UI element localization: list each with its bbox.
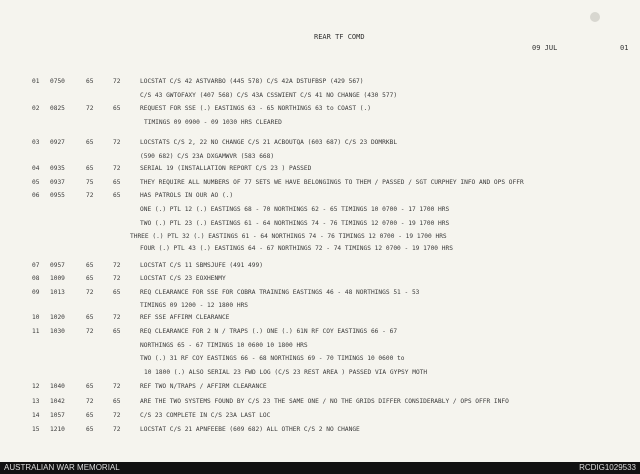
entry-text: HAS PATROLS IN OUR AO (.) — [140, 192, 234, 199]
log-entry-continuation — [0, 206, 640, 215]
entry-time: 1009 — [50, 275, 65, 282]
entry-text: LOCSTATS C/S 2, 22 NO CHANGE C/S 21 ACBOUTQA (603 687) C/S 23 DOMRKBL — [140, 139, 398, 146]
entry-time: 0750 — [50, 78, 65, 85]
entry-time: 0927 — [50, 139, 65, 146]
entry-text: THREE (.) PTL 32 (.) EASTINGS 61 - 64 NORTHINGS 74 - 76 TIMINGS 12 0700 - 19 1700 HRS — [130, 233, 447, 240]
serial-number: 12 — [32, 383, 40, 390]
log-entry-continuation — [0, 302, 640, 311]
document-title: REAR TF COMD — [314, 33, 365, 41]
from-station: 72 — [86, 289, 94, 296]
entry-text: LOCSTAT C/S 11 SBMSJUFE (491 499) — [140, 262, 263, 269]
log-entry — [0, 398, 640, 407]
log-entry — [0, 383, 640, 392]
log-entry-continuation — [0, 233, 640, 242]
log-entry — [0, 275, 640, 284]
log-entry-continuation — [0, 153, 640, 162]
serial-number: 14 — [32, 412, 40, 419]
entry-time: 0935 — [50, 165, 65, 172]
serial-number: 11 — [32, 328, 40, 335]
to-station: 72 — [113, 78, 121, 85]
page-number: 01 — [620, 44, 629, 52]
entry-time: 1057 — [50, 412, 65, 419]
entry-text: LOCSTAT C/S 42 ASTVARBO (445 578) C/S 42A DSTUFBSP (429 567) — [140, 78, 364, 85]
entry-time: 1210 — [50, 426, 65, 433]
log-entry-continuation — [0, 355, 640, 364]
to-station: 65 — [113, 398, 121, 405]
to-station: 65 — [113, 105, 121, 112]
serial-number: 15 — [32, 426, 40, 433]
to-station: 72 — [113, 165, 121, 172]
entry-text: LOCSTAT C/S 23 EOXHENMY — [140, 275, 226, 282]
entry-text: TIMINGS 09 0900 - 09 1030 HRS CLEARED — [144, 119, 282, 126]
to-station: 72 — [113, 275, 121, 282]
entry-text: FOUR (.) PTL 43 (.) EASTINGS 64 - 67 NORTHINGS 72 - 74 TIMINGS 12 0700 - 19 1700 HRS — [140, 245, 453, 252]
log-entry-continuation — [0, 220, 640, 229]
from-station: 65 — [86, 314, 94, 321]
log-entry-continuation — [0, 119, 640, 128]
from-station: 72 — [86, 398, 94, 405]
entry-time: 0937 — [50, 179, 65, 186]
to-station: 72 — [113, 412, 121, 419]
to-station: 65 — [113, 328, 121, 335]
serial-number: 01 — [32, 78, 40, 85]
punch-hole — [590, 12, 600, 22]
from-station: 65 — [86, 412, 94, 419]
entry-text: (590 682) C/S 23A DXGAMWVR (583 668) — [140, 153, 275, 160]
log-entry — [0, 289, 640, 298]
entry-time: 0957 — [50, 262, 65, 269]
to-station: 65 — [113, 179, 121, 186]
entry-text: TWO (.) 31 RF COY EASTINGS 66 - 68 NORTHINGS 69 - 70 TIMINGS 10 0600 to — [140, 355, 405, 362]
log-entry-continuation — [0, 342, 640, 351]
log-entry — [0, 328, 640, 337]
serial-number: 06 — [32, 192, 40, 199]
log-entry — [0, 262, 640, 271]
from-station: 65 — [86, 139, 94, 146]
archive-name: AUSTRALIAN WAR MEMORIAL — [4, 463, 120, 472]
entry-text: C/S 23 COMPLETE IN C/S 23A LAST LOC — [140, 412, 271, 419]
log-entry — [0, 314, 640, 323]
archive-footer — [0, 462, 640, 474]
from-station: 65 — [86, 426, 94, 433]
to-station: 72 — [113, 383, 121, 390]
from-station: 72 — [86, 192, 94, 199]
entry-text: 10 1800 (.) ALSO SERIAL 23 FWD LOG (C/S 23 REST AREA ) PASSED VIA GYPSY MOTH — [144, 369, 428, 376]
entry-text: REQ CLEARANCE FOR 2 N / TRAPS (.) ONE (.) 61N RF COY EASTINGS 66 - 67 — [140, 328, 398, 335]
entry-text: SERIAL 19 (INSTALLATION REPORT C/S 23 ) PASSED — [140, 165, 312, 172]
log-entry-continuation — [0, 245, 640, 254]
log-entry — [0, 426, 640, 435]
entry-time: 1042 — [50, 398, 65, 405]
entry-text: REF SSE AFFIRM CLEARANCE — [140, 314, 230, 321]
log-entry-continuation — [0, 369, 640, 378]
entry-text: C/S 43 GWTOFAXY (407 568) C/S 43A CSSWIENT C/S 41 NO CHANGE (430 577) — [140, 92, 398, 99]
serial-number: 09 — [32, 289, 40, 296]
to-station: 72 — [113, 139, 121, 146]
entry-time: 1020 — [50, 314, 65, 321]
entry-time: 0825 — [50, 105, 65, 112]
log-entry — [0, 105, 640, 114]
from-station: 72 — [86, 105, 94, 112]
to-station: 65 — [113, 192, 121, 199]
from-station: 65 — [86, 383, 94, 390]
from-station: 72 — [86, 328, 94, 335]
entry-time: 1040 — [50, 383, 65, 390]
serial-number: 13 — [32, 398, 40, 405]
serial-number: 05 — [32, 179, 40, 186]
entry-text: ARE THE TWO SYSTEMS FOUND BY C/S 23 THE SAME ONE / NO THE GRIDS DIFFER CONSIDERABLY / OPS OFFR INFO — [140, 398, 509, 405]
log-entry — [0, 139, 640, 148]
log-entry — [0, 78, 640, 87]
entry-text: REF TWO N/TRAPS / AFFIRM CLEARANCE — [140, 383, 267, 390]
serial-number: 02 — [32, 105, 40, 112]
from-station: 65 — [86, 262, 94, 269]
entry-text: ONE (.) PTL 12 (.) EASTINGS 68 - 70 NORTHINGS 62 - 65 TIMINGS 10 0700 - 17 1700 HRS — [140, 206, 450, 213]
entry-text: NORTHINGS 65 - 67 TIMINGS 10 0600 10 1800 HRS — [140, 342, 308, 349]
to-station: 65 — [113, 289, 121, 296]
serial-number: 07 — [32, 262, 40, 269]
entry-time: 1013 — [50, 289, 65, 296]
log-entry-continuation — [0, 92, 640, 101]
log-entry — [0, 192, 640, 201]
archive-reference: RCDIG1029533 — [579, 463, 636, 472]
to-station: 72 — [113, 426, 121, 433]
entry-text: TIMINGS 09 1200 - 12 1800 HRS — [140, 302, 249, 309]
entry-time: 0955 — [50, 192, 65, 199]
entry-time: 1030 — [50, 328, 65, 335]
serial-number: 10 — [32, 314, 40, 321]
from-station: 65 — [86, 165, 94, 172]
document-date: 09 JUL — [532, 44, 558, 52]
entry-text: REQUEST FOR SSE (.) EASTINGS 63 - 65 NORTHINGS 63 to COAST (.) — [140, 105, 371, 112]
entry-text: THEY REQUIRE ALL NUMBERS OF 77 SETS WE HAVE BELONGINGS TO THEM / PASSED / SGT CURPHEY INFO AND OPS OFFR — [140, 179, 524, 186]
entry-text: LOCSTAT C/S 21 APNFEEBE (609 682) ALL OTHER C/S 2 NO CHANGE — [140, 426, 360, 433]
log-entry — [0, 412, 640, 421]
entry-text: TWO (.) PTL 23 (.) EASTINGS 61 - 64 NORTHINGS 74 - 76 TIMINGS 12 0700 - 19 1700 HRS — [140, 220, 450, 227]
entry-text: REQ CLEARANCE FOR SSE FOR COBRA TRAINING EASTINGS 46 - 48 NORTHINGS 51 - 53 — [140, 289, 420, 296]
from-station: 65 — [86, 275, 94, 282]
to-station: 72 — [113, 314, 121, 321]
from-station: 75 — [86, 179, 94, 186]
log-entry — [0, 179, 640, 188]
log-entry — [0, 165, 640, 174]
from-station: 65 — [86, 78, 94, 85]
serial-number: 08 — [32, 275, 40, 282]
serial-number: 03 — [32, 139, 40, 146]
to-station: 72 — [113, 262, 121, 269]
serial-number: 04 — [32, 165, 40, 172]
